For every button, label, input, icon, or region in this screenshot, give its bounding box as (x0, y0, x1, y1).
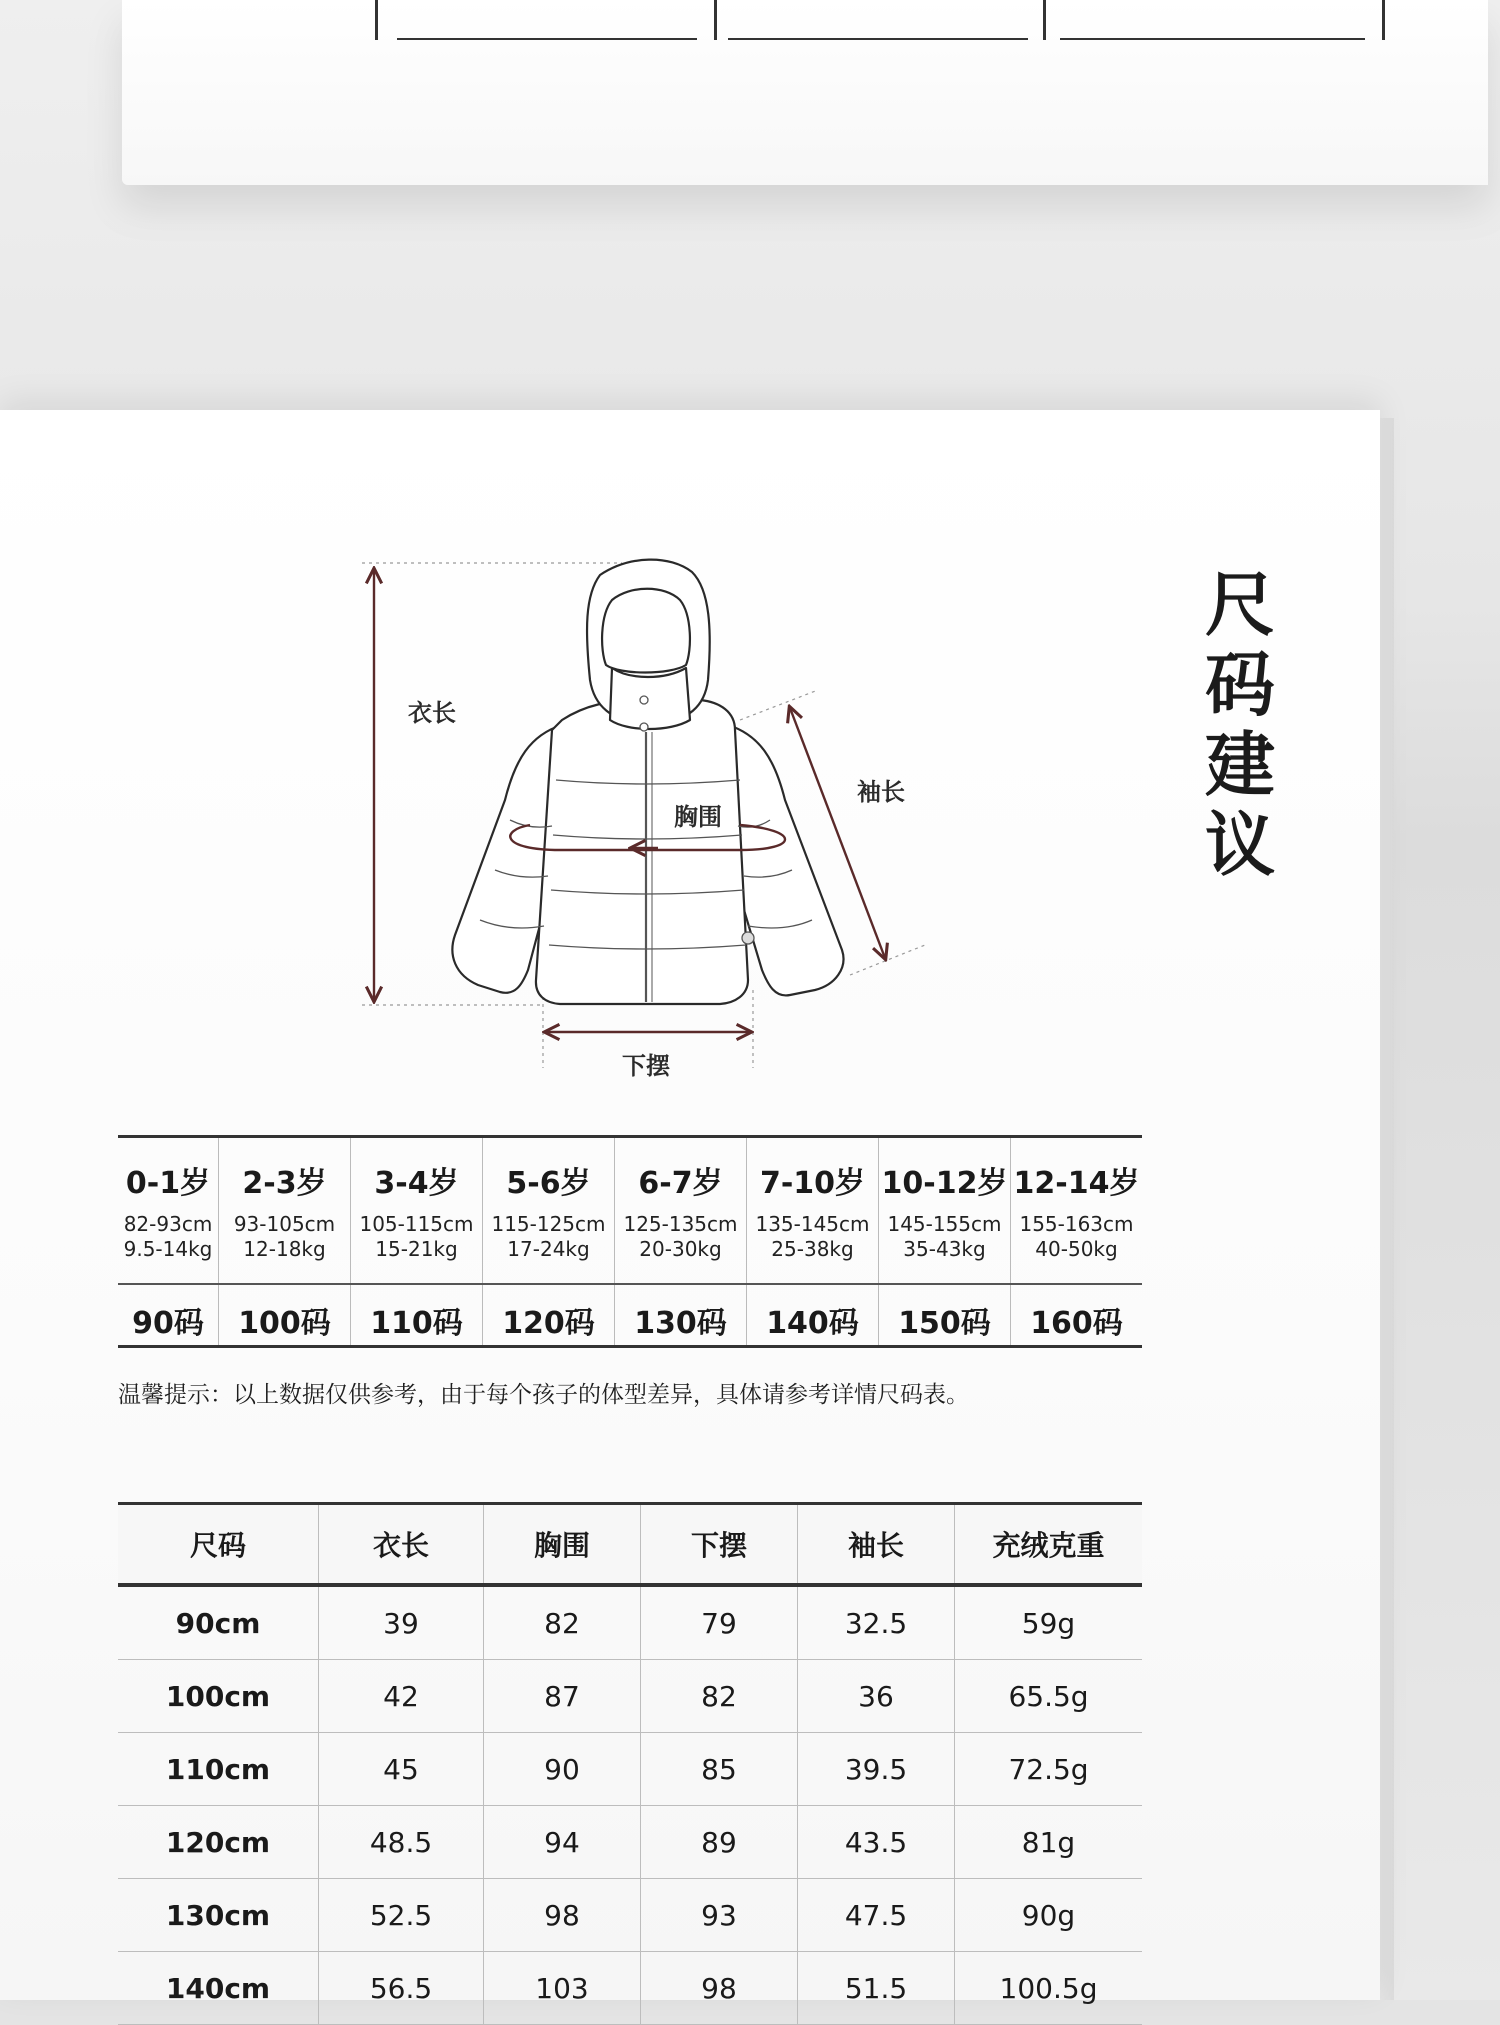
chest-cell: 98 (484, 1879, 641, 1952)
table-row (118, 1585, 1142, 1660)
reference-note: 温馨提示：以上数据仅供参考，由于每个孩子的体型差异，具体请参考详情尺码表。 (118, 1382, 969, 1408)
hem-cell: 89 (641, 1806, 798, 1879)
chest-cell: 90 (484, 1733, 641, 1806)
sleeve-cell: 36 (798, 1660, 955, 1733)
chest-cell: 103 (484, 1952, 641, 2025)
size-cell: 120cm (118, 1806, 319, 1879)
weight-range: 25-38kg (771, 1237, 854, 1261)
size-cell (482, 1285, 614, 1345)
size-label: 150码 (898, 1306, 991, 1341)
title-char: 尺 (1205, 564, 1275, 646)
size-cell (746, 1285, 878, 1345)
size-label: 130码 (634, 1306, 727, 1341)
height-range: 93-105cm (233, 1212, 336, 1236)
fill-weight-cell: 65.5g (955, 1660, 1143, 1733)
height-range: 115-125cm (491, 1212, 606, 1236)
height-range: 125-135cm (623, 1212, 738, 1236)
age-size-table (118, 1135, 1142, 1348)
title-char: 议 (1205, 804, 1275, 886)
size-label: 120码 (502, 1306, 595, 1341)
chest-cell: 87 (484, 1660, 641, 1733)
column-header: 胸围 (484, 1504, 641, 1586)
age-cell (614, 1138, 746, 1283)
weight-range: 17-24kg (507, 1237, 590, 1261)
size-cell (1010, 1285, 1142, 1345)
height-range: 105-115cm (359, 1212, 474, 1236)
height-range: 135-145cm (755, 1212, 870, 1236)
size-cell (218, 1285, 350, 1345)
jacket-outline (452, 560, 843, 1004)
fill-weight-cell: 81g (955, 1806, 1143, 1879)
hem-cell: 98 (641, 1952, 798, 2025)
title-char: 建 (1205, 724, 1275, 806)
size-label: 100码 (238, 1306, 331, 1341)
size-cell: 100cm (118, 1660, 319, 1733)
weight-range: 15-21kg (375, 1237, 458, 1261)
chest-cell: 94 (484, 1806, 641, 1879)
age-label: 6-7岁 (638, 1166, 723, 1201)
size-cell (118, 1285, 218, 1345)
size-label: 140码 (766, 1306, 859, 1341)
weight-range: 20-30kg (639, 1237, 722, 1261)
chest-label: 胸围 (674, 803, 722, 831)
age-label: 3-4岁 (374, 1166, 459, 1201)
length-cell: 48.5 (319, 1806, 484, 1879)
age-cell (218, 1138, 350, 1283)
table-row (118, 1733, 1142, 1806)
age-label: 7-10岁 (759, 1166, 866, 1201)
age-cell (746, 1138, 878, 1283)
size-cell: 140cm (118, 1952, 319, 2025)
measurement-table (118, 1502, 1142, 2025)
hem-cell: 85 (641, 1733, 798, 1806)
chest-cell: 82 (484, 1585, 641, 1660)
weight-range: 40-50kg (1035, 1237, 1118, 1261)
title-char: 码 (1205, 644, 1275, 726)
sleeve-cell: 47.5 (798, 1879, 955, 1952)
column-header: 下摆 (641, 1504, 798, 1586)
table-row (118, 1879, 1142, 1952)
fill-weight-cell: 72.5g (955, 1733, 1143, 1806)
age-label: 12-14岁 (1013, 1166, 1140, 1201)
table-row (118, 1806, 1142, 1879)
size-cell (614, 1285, 746, 1345)
age-cell (878, 1138, 1010, 1283)
sleeve-cell: 51.5 (798, 1952, 955, 2025)
fill-weight-cell: 100.5g (955, 1952, 1143, 2025)
sleeve-cell: 39.5 (798, 1733, 955, 1806)
size-cell: 90cm (118, 1585, 319, 1660)
hem-cell: 82 (641, 1660, 798, 1733)
age-label: 10-12岁 (881, 1166, 1008, 1201)
height-range: 155-163cm (1019, 1212, 1134, 1236)
weight-range: 9.5-14kg (123, 1237, 213, 1261)
age-label: 5-6岁 (506, 1166, 591, 1201)
weight-range: 35-43kg (903, 1237, 986, 1261)
length-cell: 52.5 (319, 1879, 484, 1952)
age-label: 0-1岁 (125, 1166, 211, 1201)
length-cell: 42 (319, 1660, 484, 1733)
size-row (118, 1285, 1142, 1345)
length-cell: 39 (319, 1585, 484, 1660)
age-row (118, 1138, 1142, 1285)
table-row (118, 1660, 1142, 1733)
table-header-row (118, 1504, 1142, 1586)
column-header: 尺码 (118, 1504, 319, 1586)
weight-range: 12-18kg (243, 1237, 326, 1261)
length-label: 衣长 (408, 699, 456, 727)
size-label: 110码 (370, 1306, 463, 1341)
age-label: 2-3岁 (242, 1166, 327, 1201)
fill-weight-cell: 90g (955, 1879, 1143, 1952)
column-header: 袖长 (798, 1504, 955, 1586)
sleeve-cell: 43.5 (798, 1806, 955, 1879)
size-cell: 130cm (118, 1879, 319, 1952)
sleeve-cell: 32.5 (798, 1585, 955, 1660)
hem-label: 下摆 (622, 1052, 670, 1080)
length-cell: 45 (319, 1733, 484, 1806)
size-label: 90码 (132, 1306, 204, 1341)
age-cell (482, 1138, 614, 1283)
size-label: 160码 (1030, 1306, 1123, 1341)
age-cell (1010, 1138, 1142, 1283)
hem-cell: 93 (641, 1879, 798, 1952)
hem-cell: 79 (641, 1585, 798, 1660)
height-range: 145-155cm (887, 1212, 1002, 1236)
column-header: 衣长 (319, 1504, 484, 1586)
size-cell: 110cm (118, 1733, 319, 1806)
age-cell (350, 1138, 482, 1283)
age-cell (118, 1138, 218, 1283)
sleeve-label: 袖长 (857, 778, 905, 806)
table-row (118, 1952, 1142, 2025)
fill-weight-cell: 59g (955, 1585, 1143, 1660)
length-cell: 56.5 (319, 1952, 484, 2025)
height-range: 82-93cm (123, 1212, 213, 1236)
column-header: 充绒克重 (955, 1504, 1143, 1586)
size-cell (878, 1285, 1010, 1345)
size-cell (350, 1285, 482, 1345)
